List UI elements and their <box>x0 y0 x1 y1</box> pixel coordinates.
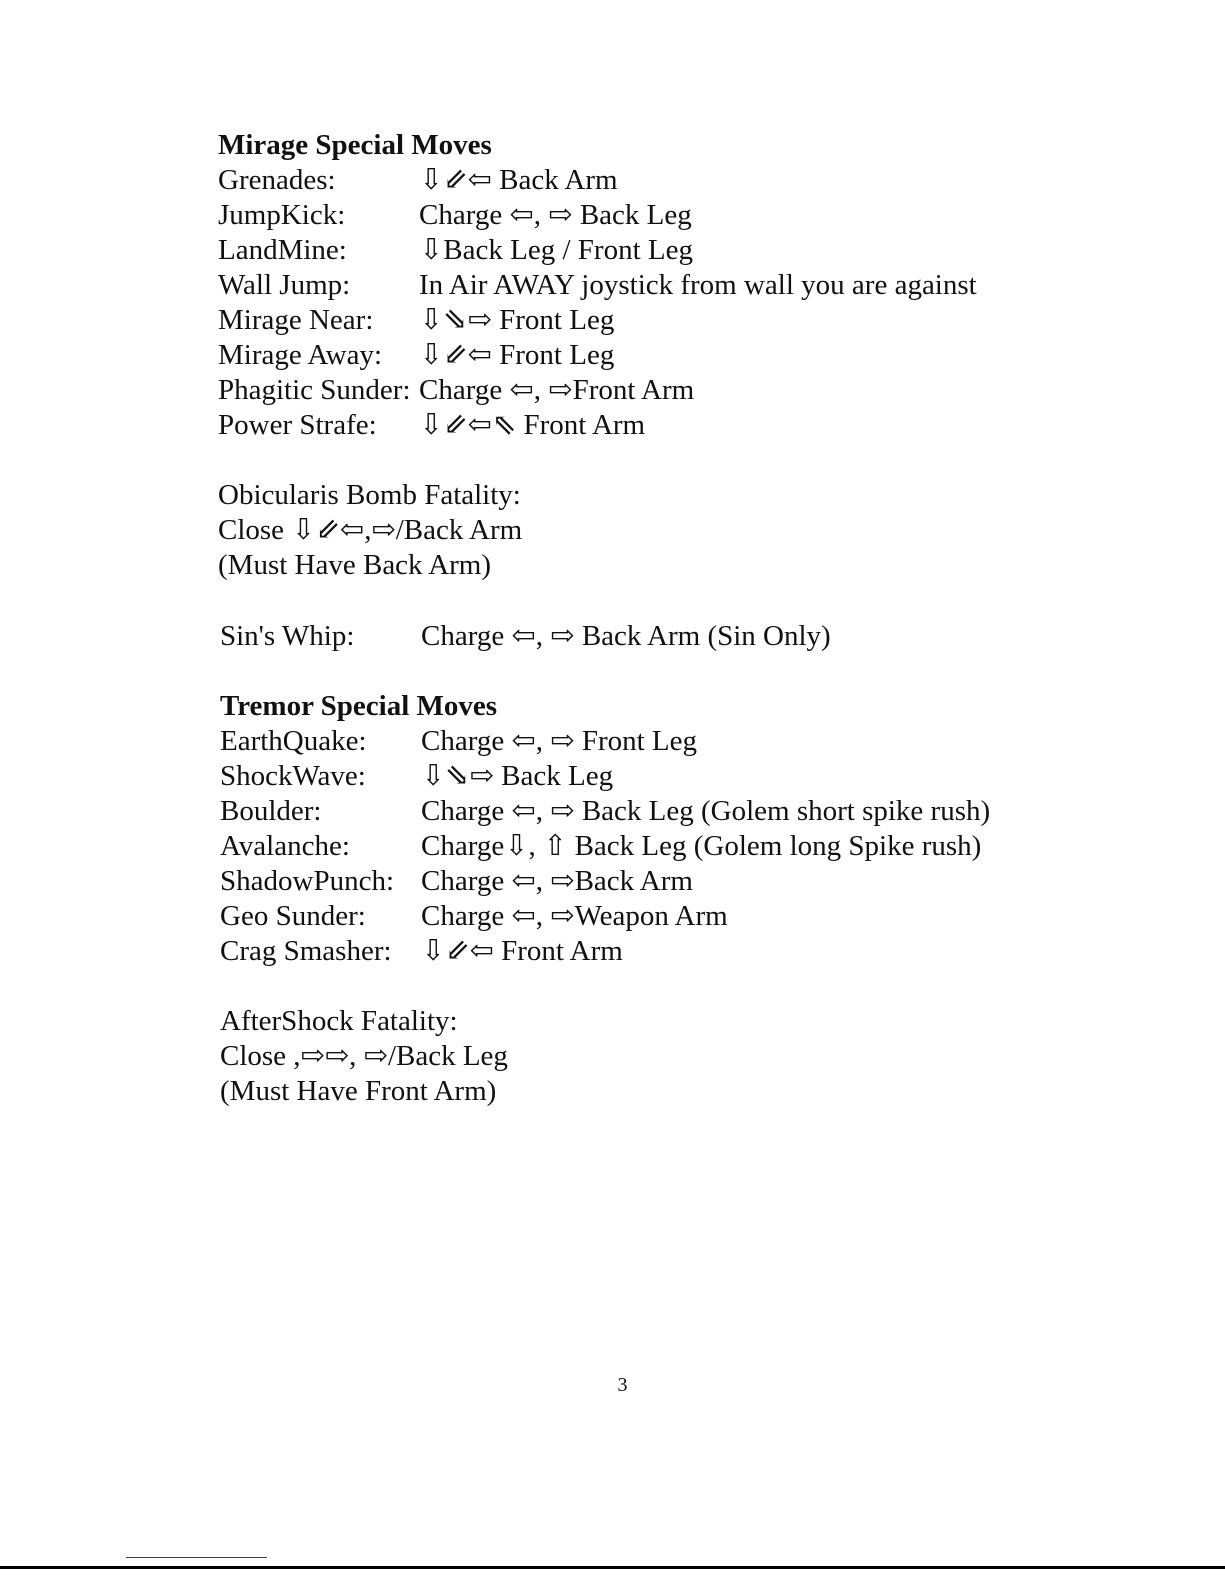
move-input: ⇩⇙⇦ Front Arm <box>421 935 623 967</box>
mirage-section-title: Mirage Special Moves <box>218 129 492 161</box>
move-input: ⇩Back Leg / Front Leg <box>419 234 693 266</box>
move-name: LandMine: <box>218 234 347 266</box>
move-input: Charge ⇦, ⇨ Back Leg (Golem short spike rush) <box>421 795 991 827</box>
mirage-fatality-note: (Must Have Back Arm) <box>218 549 492 581</box>
move-row-shadowpunch <box>220 864 1098 899</box>
move-name: Boulder: <box>220 795 322 827</box>
tremor-section-title: Tremor Special Moves <box>220 690 498 722</box>
move-row-boulder <box>220 794 1098 829</box>
move-name: EarthQuake: <box>220 725 367 757</box>
mirage-fatality-title: Obicularis Bomb Fatality: <box>218 479 521 511</box>
move-input: ⇩⇙⇦ Back Arm <box>419 164 618 196</box>
move-input: Charge ⇦, ⇨Front Arm <box>419 374 695 406</box>
spacer <box>218 654 1098 689</box>
move-list <box>218 128 1098 1109</box>
move-input: In Air AWAY joystick from wall you are against <box>419 269 977 301</box>
move-input: Charge ⇦, ⇨Weapon Arm <box>421 900 728 932</box>
move-name: JumpKick: <box>218 199 346 231</box>
move-input: ⇩⇘⇨ Front Leg <box>419 304 615 336</box>
mirage-fatality-input: Close ⇩⇙⇦,⇨/Back Arm <box>218 514 523 546</box>
spacer <box>218 443 1098 478</box>
spacer <box>220 969 1098 1004</box>
move-input: Charge ⇦, ⇨ Back Arm (Sin Only) <box>421 620 831 652</box>
move-row-geo-sunder <box>220 899 1098 934</box>
move-row-phagitic-sunder <box>218 373 1098 408</box>
move-name: Mirage Away: <box>218 339 383 371</box>
move-row-earthquake <box>220 724 1098 759</box>
move-input: ⇩⇙⇦⇖ Front Arm <box>419 409 646 441</box>
move-name: Avalanche: <box>220 830 350 862</box>
move-name: Power Strafe: <box>218 409 377 441</box>
move-row-mirage-near <box>218 303 1098 338</box>
move-input: Charge ⇦, ⇨ Front Leg <box>421 725 697 757</box>
move-name: Sin's Whip: <box>220 620 355 652</box>
move-row-avalanche <box>220 829 1098 864</box>
move-row-shockwave <box>220 759 1098 794</box>
move-row-grenades <box>218 163 1098 198</box>
move-name: Crag Smasher: <box>220 935 392 967</box>
link-underline-mark <box>126 1557 267 1558</box>
move-name: ShadowPunch: <box>220 865 394 897</box>
move-input: Charge ⇦, ⇨Back Arm <box>421 865 693 897</box>
move-name: Mirage Near: <box>218 304 374 336</box>
move-row-mirage-away <box>218 338 1098 373</box>
tremor-section <box>220 689 1098 1109</box>
move-input: ⇩⇙⇦ Front Leg <box>419 339 615 371</box>
tremor-fatality-input: Close ,⇨⇨, ⇨/Back Leg <box>220 1040 508 1072</box>
move-name: Phagitic Sunder: <box>218 374 411 406</box>
bottom-border-line <box>0 1566 1225 1569</box>
move-input: Charge ⇦, ⇨ Back Leg <box>419 199 692 231</box>
move-name: Grenades: <box>218 164 336 196</box>
move-row-crag-smasher <box>220 934 1098 969</box>
move-row-sins-whip <box>220 619 1098 654</box>
tremor-fatality-note: (Must Have Front Arm) <box>220 1075 497 1107</box>
move-row-wall-jump <box>218 268 1098 303</box>
page-number: 3 <box>617 1374 628 1396</box>
move-input: ⇩⇘⇨ Back Leg <box>421 760 614 792</box>
move-name: ShockWave: <box>220 760 366 792</box>
tremor-fatality-title: AfterShock Fatality: <box>220 1005 458 1037</box>
spacer <box>218 583 1098 619</box>
move-input: Charge⇩, ⇧ Back Leg (Golem long Spike rush) <box>421 830 982 862</box>
move-row-power-strafe <box>218 408 1098 443</box>
move-name: Geo Sunder: <box>220 900 366 932</box>
move-row-jumpkick <box>218 198 1098 233</box>
move-name: Wall Jump: <box>218 269 351 301</box>
move-row-landmine <box>218 233 1098 268</box>
